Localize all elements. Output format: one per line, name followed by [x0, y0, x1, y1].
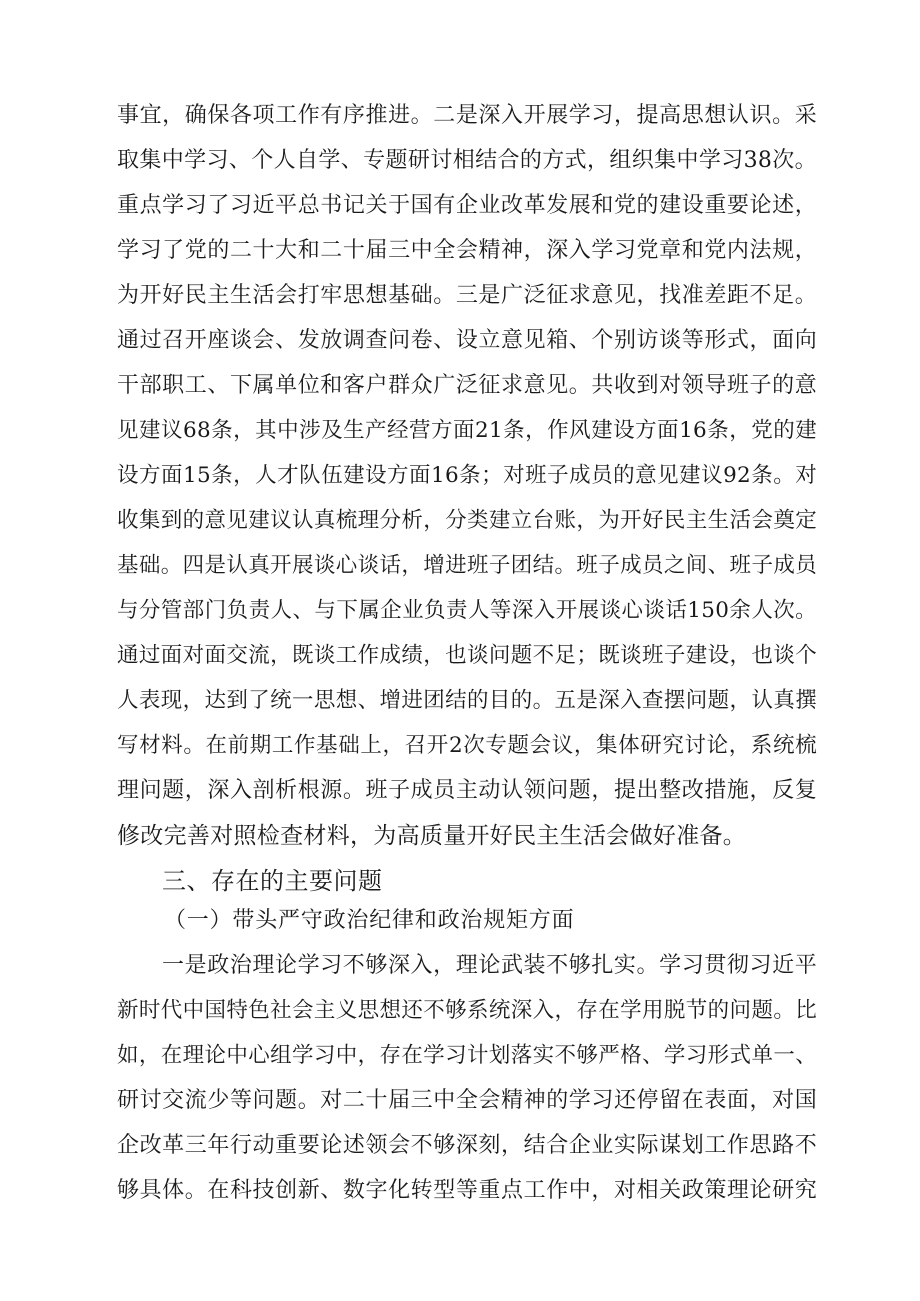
text-line: 通过面对面交流，既谈工作成绩，也谈问题不足；既谈班子建设，也谈个 [117, 643, 817, 668]
section-subheading: （一）带头严守政治纪律和政治规矩方面 [164, 908, 575, 933]
text-line: 学习了党的二十大和二十届三中全会精神，深入学习党章和党内法规， [117, 238, 817, 263]
text-line: 事宜，确保各项工作有序推进。二是深入开展学习，提高思想认识。采 [117, 103, 817, 128]
text-line: 一是政治理论学习不够深入，理论武装不够扎实。学习贯彻习近平 [162, 953, 817, 978]
text-line: 理问题，深入剖析根源。班子成员主动认领问题，提出整改措施，反复 [117, 778, 817, 803]
text-line: 研讨交流少等问题。对二十届三中全会精神的学习还停留在表面，对国 [117, 1088, 817, 1113]
text-line: 新时代中国特色社会主义思想还不够系统深入，存在学用脱节的问题。比 [117, 998, 817, 1023]
text-line: 设方面15条，人才队伍建设方面16条；对班子成员的意见建议92条。对 [117, 463, 817, 488]
text-line: 为开好民主生活会打牢思想基础。三是广泛征求意见，找准差距不足。 [117, 283, 817, 308]
text-line: 够具体。在科技创新、数字化转型等重点工作中，对相关政策理论研究 [117, 1178, 817, 1203]
text-line: 企改革三年行动重要论述领会不够深刻，结合企业实际谋划工作思路不 [117, 1133, 817, 1158]
text-line: 修改完善对照检查材料，为高质量开好民主生活会做好准备。 [117, 823, 747, 849]
text-line: 如，在理论中心组学习中，存在学习计划落实不够严格、学习形式单一、 [117, 1043, 817, 1068]
text-line: 干部职工、下属单位和客户群众广泛征求意见。共收到对领导班子的意 [117, 373, 817, 398]
text-line: 取集中学习、个人自学、专题研讨相结合的方式，组织集中学习38次。 [117, 148, 817, 173]
text-line: 通过召开座谈会、发放调查问卷、设立意见箱、个别访谈等形式，面向 [117, 328, 817, 353]
text-line: 与分管部门负责人、与下属企业负责人等深入开展谈心谈话150余人次。 [117, 598, 817, 623]
text-line: 重点学习了习近平总书记关于国有企业改革发展和党的建设重要论述， [117, 193, 817, 218]
text-line: 收集到的意见建议认真梳理分析，分类建立台账，为开好民主生活会奠定 [117, 508, 817, 533]
text-line: 人表现，达到了统一思想、增进团结的目的。五是深入查摆问题，认真撰 [117, 688, 817, 713]
section-heading: 三、存在的主要问题 [162, 867, 383, 895]
text-line: 基础。四是认真开展谈心谈话，增进班子团结。班子成员之间、班子成员 [117, 553, 817, 578]
text-line: 见建议68条，其中涉及生产经营方面21条，作风建设方面16条，党的建 [117, 418, 817, 443]
text-line: 写材料。在前期工作基础上，召开2次专题会议，集体研究讨论，系统梳 [117, 733, 817, 758]
